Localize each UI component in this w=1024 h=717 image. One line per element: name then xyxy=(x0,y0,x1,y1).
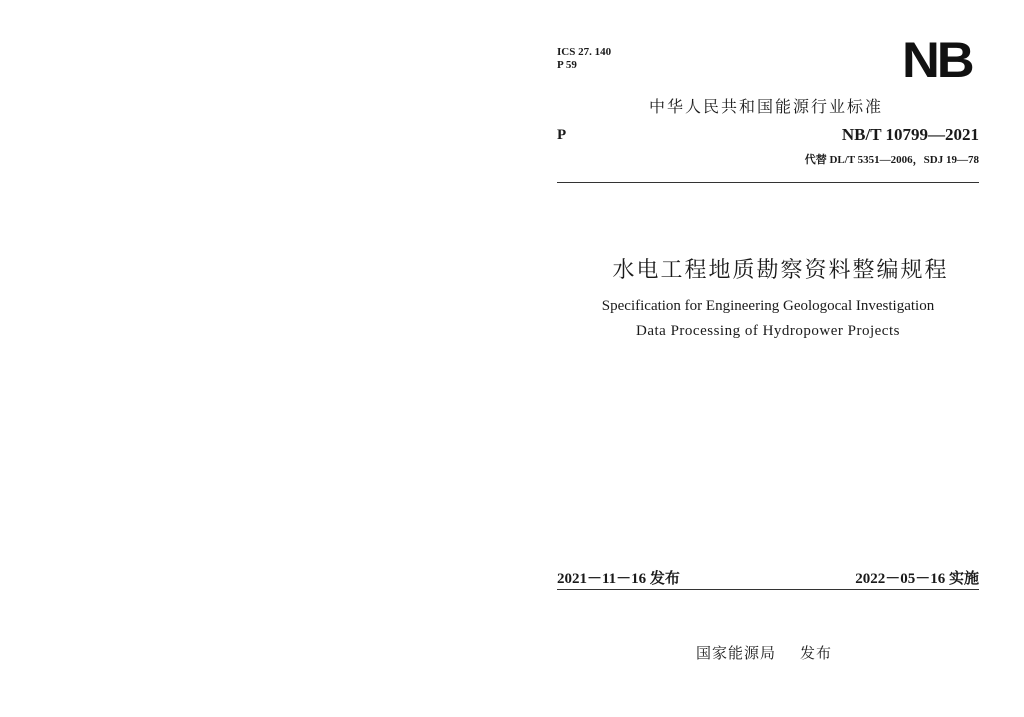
nb-logo: NB xyxy=(902,32,972,88)
issue-date: 2021－11－16 发布 xyxy=(557,571,680,587)
standard-type-heading: 中华人民共和国能源行业标准 xyxy=(649,97,884,116)
replaces-note: 代替 DL/T 5351—2006，SDJ 19—78 xyxy=(804,154,979,166)
publisher-org: 国家能源局 xyxy=(696,644,777,662)
ics-line-2: P 59 xyxy=(557,59,577,71)
category-code: P xyxy=(557,127,567,143)
bottom-divider xyxy=(557,589,979,590)
publisher-action: 发布 xyxy=(800,644,833,662)
top-divider xyxy=(557,182,979,183)
publisher-line xyxy=(696,642,832,663)
title-chinese: 水电工程地质勘察资料整编规程 xyxy=(612,258,949,283)
ics-line-1: ICS 27. 140 xyxy=(557,46,612,58)
standard-number: NB/T 10799—2021 xyxy=(841,125,979,144)
title-english-line-1: Specification for Engineering Geologocal Investigation xyxy=(601,298,935,314)
implementation-date: 2022－05－16 实施 xyxy=(855,571,979,587)
title-english-line-2: Data Processing of Hydropower Projects xyxy=(636,323,900,339)
ics-code xyxy=(557,46,611,72)
